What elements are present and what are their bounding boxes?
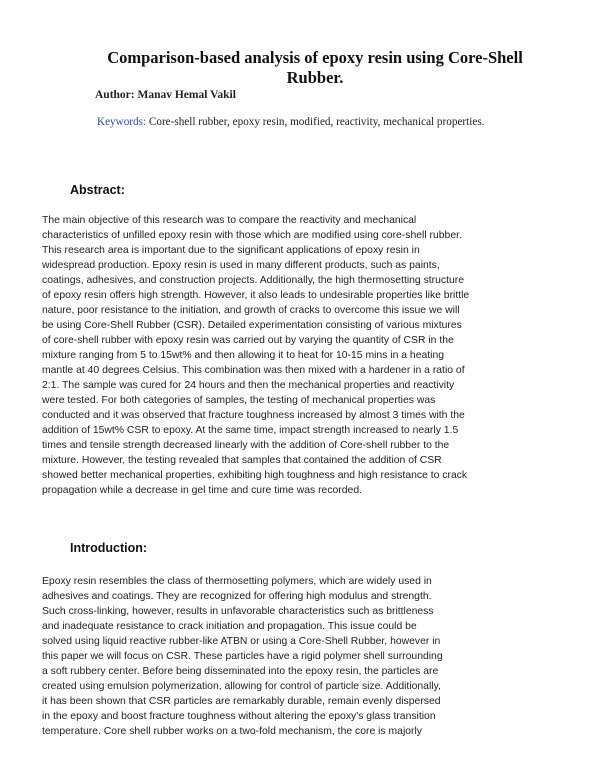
keywords-label: Keywords: <box>97 116 147 128</box>
abstract-line: mixture ranging from 5 to 15wt% and then allowing it to heat for 10-15 mins in a heating <box>42 350 444 361</box>
abstract-line: times and tensile strength decreased linearly with the addition of Core-shell rubber to the <box>42 440 450 451</box>
introduction-heading: Introduction: <box>70 541 148 555</box>
introduction-line: created using emulsion polymerization, allowing for control of particle size. Additionally, <box>42 681 441 692</box>
abstract-heading: Abstract: <box>70 183 125 197</box>
introduction-line: a soft rubbery center. Before being disseminated into the epoxy resin, the particles are <box>42 666 439 677</box>
abstract-line: conducted and it was observed that fracture toughness increased by almost 3 times with the <box>42 410 465 421</box>
abstract-line: coatings, adhesives, and construction projects. Additionally, the high thermosetting structure <box>42 275 465 286</box>
abstract-line: This research area is important due to the significant applications of epoxy resin in <box>42 245 420 256</box>
keywords-text: Core-shell rubber, epoxy resin, modified, reactivity, mechanical properties. <box>146 116 485 128</box>
abstract-line: widespread production. Epoxy resin is used in many different products, such as paints, <box>42 260 440 271</box>
abstract-line: mixture. However, the testing revealed that samples that contained the addition of CSR <box>42 455 442 466</box>
introduction-line: temperature. Core shell rubber works on a two-fold mechanism, the core is majorly <box>42 726 422 737</box>
abstract-line: be using Core-Shell Rubber (CSR). Detailed experimentation consisting of various mixtures <box>42 320 462 331</box>
introduction-line: this paper we will focus on CSR. These particles have a rigid polymer shell surrounding <box>42 651 443 662</box>
abstract-line: characteristics of unfilled epoxy resin with those which are modified using core-shell rubber. <box>42 230 462 241</box>
abstract-line: propagation while a decrease in gel time and cure time was recorded. <box>42 485 362 496</box>
abstract-body <box>42 213 558 498</box>
introduction-line: in the epoxy and boost fracture toughness without altering the epoxy's glass transition <box>42 711 436 722</box>
abstract-line: nature, poor resistance to the initiation, and growth of cracks to overcome this issue we will <box>42 305 460 316</box>
keywords-line <box>97 115 497 129</box>
introduction-line: Such cross-linking, however, results in unfavorable characteristics such as brittleness <box>42 606 434 617</box>
abstract-line: 2:1. The sample was cured for 24 hours and then the mechanical properties and reactivity <box>42 380 455 391</box>
abstract-line: addition of 15wt% CSR to epoxy. At the same time, impact strength increased to nearly 1.5 <box>42 425 459 436</box>
introduction-line: it has been shown that CSR particles are remarkably durable, remain evenly dispersed <box>42 696 441 707</box>
introduction-body <box>42 574 558 739</box>
abstract-line: were tested. For both categories of samples, the testing of mechanical properties was <box>42 395 436 406</box>
introduction-line: solved using liquid reactive rubber-like ATBN or using a Core-Shell Rubber, however in <box>42 636 441 647</box>
author-line: Author: Manav Hemal Vakil <box>95 89 236 101</box>
abstract-line: of epoxy resin offers high strength. However, it also leads to undesirable properties like brittle <box>42 290 470 301</box>
paper-title: Comparison-based analysis of epoxy resin using Core-Shell Rubber. <box>107 48 523 87</box>
abstract-line: of core-shell rubber with epoxy resin was carried out by varying the quantity of CSR in the <box>42 335 454 346</box>
introduction-line: Epoxy resin resembles the class of thermosetting polymers, which are widely used in <box>42 576 432 587</box>
introduction-line: adhesives and coatings. They are recognized for offering high modulus and strength. <box>42 591 432 602</box>
introduction-line: and inadequate resistance to crack initiation and propagation. This issue could be <box>42 621 417 632</box>
abstract-line: mantle at 40 degrees Celsius. This combination was then mixed with a hardener in a ratio of <box>42 365 465 376</box>
abstract-line: The main objective of this research was to compare the reactivity and mechanical <box>42 215 417 226</box>
abstract-line: showed better mechanical properties, exhibiting high toughness and high resistance to crack <box>42 470 468 481</box>
